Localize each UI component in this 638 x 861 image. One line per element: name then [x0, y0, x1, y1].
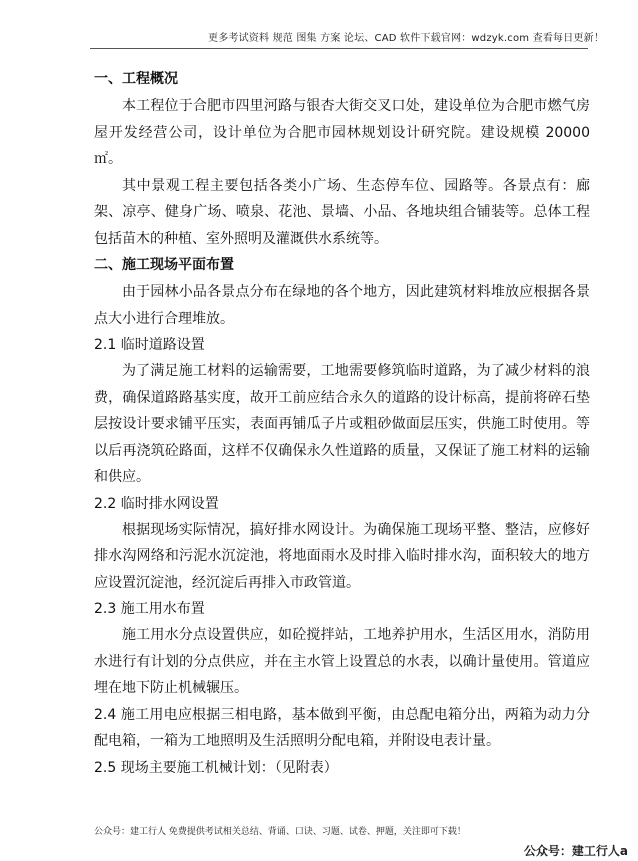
- page-header-text: 更多考试资料 规范 图集 方案 论坛、CAD 软件下载官网：wdzyk.com 查看每日更新！: [208, 33, 605, 44]
- section-1-heading: 一、工程概况: [94, 71, 178, 87]
- section-1-paragraph-1: 本工程位于合肥市四里河路与银杏大街交叉口处，建设单位为合肥市燃气房屋开发经营公司，设计单位为合肥市园林规划设计研究院。建设规模 20000㎡。: [94, 98, 590, 167]
- section-2-2-heading: 2.2 临时排水网设置: [94, 495, 219, 512]
- section-2-5-paragraph: 2.5 现场主要施工机械计划：（见附表）: [94, 759, 338, 776]
- section-2-2-paragraph: 根据现场实际情况，搞好排水网设计。为确保施工现场平整、整洁，应修好排水沟网络和污泥水沉淀池，将地面雨水及时排入临时排水沟，面积较大的地方应设置沉淀池，经沉淀后再排入市政管道。: [94, 521, 590, 591]
- document-body: [94, 66, 590, 781]
- section-2-paragraph-1: 由于园林小品各景点分布在绿地的各个地方，因此建筑材料堆放应根据各景点大小进行合理堆放。: [94, 284, 590, 327]
- section-2-3-paragraph: 施工用水分点设置供应，如砼搅拌站，工地养护用水，生活区用水，消防用水进行有计划的分点供应，并在主水管上设置总的水表，以确计量使用。管道应埋在地下防止机械辗压。: [94, 627, 590, 696]
- section-2-heading: 二、施工现场平面布置: [94, 257, 234, 273]
- section-2-4-paragraph: 2.4 施工用电应根据三相电路，基本做到平衡，由总配电箱分出，两箱为动力分配电箱，一箱为工地照明及生活照明分配电箱，并附设电表计量。: [94, 706, 590, 749]
- wechat-watermark: 公众号：建工行人a: [523, 844, 628, 858]
- section-2-1-heading: 2.1 临时道路设置: [94, 337, 205, 353]
- section-2-1-paragraph: 为了满足施工材料的运输需要，工地需要修筑临时道路，为了减少材料的浪费，确保道路路基实度，故开工前应结合永久的道路的设计标高，提前将碎石垫层按设计要求铺平压实，表面再铺瓜子片或粗砂做面层压实，供施工时使用。等以后再浇筑砼路面，这样不仅确保永久性道路的质量，又保证了施工材料的运输和供应。: [94, 363, 590, 485]
- section-2-3-heading: 2.3 施工用水布置: [94, 601, 205, 617]
- section-1-paragraph-2: 其中景观工程主要包括各类小广场、生态停车位、园路等。各景点有：廊架、凉亭、健身广场、喷泉、花池、景墙、小品、各地块组合铺装等。总体工程包括苗木的种植、室外照明及灌溉供水系统等。: [94, 177, 590, 247]
- page-footer-text: 公众号：建工行人 免费提供考试相关总结、背诵、口诀、习题、试卷、押题，关注即可下载！: [94, 827, 466, 837]
- header-divider: [90, 48, 588, 49]
